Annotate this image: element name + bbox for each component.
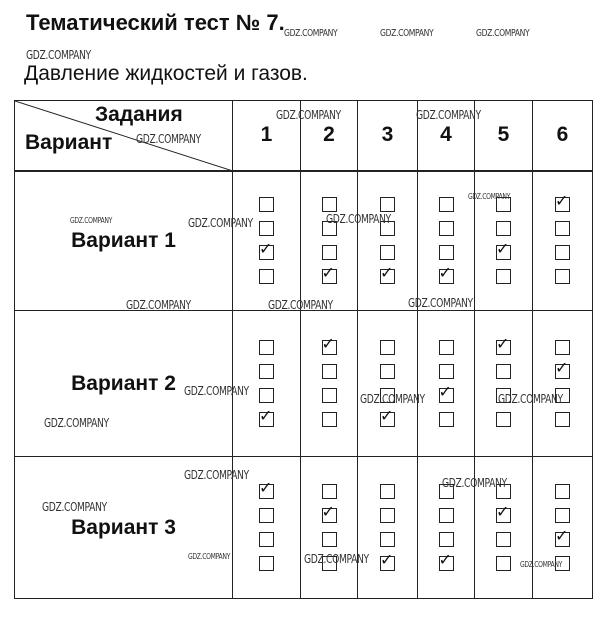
empty-checkbox[interactable] [555, 221, 570, 236]
test-title: Тематический тест № 7. [26, 10, 285, 35]
empty-checkbox[interactable] [380, 245, 395, 260]
empty-checkbox[interactable] [439, 245, 454, 260]
task-col-1: 1 [233, 101, 301, 171]
empty-checkbox[interactable] [259, 364, 274, 379]
watermark: GDZ.COMPANY [476, 28, 530, 39]
answer-cell [533, 311, 593, 457]
empty-checkbox[interactable] [496, 221, 511, 236]
checked-checkbox[interactable] [321, 334, 337, 355]
watermark: GDZ.COMPANY [284, 28, 338, 39]
check-icon: ✓ [259, 239, 273, 259]
empty-checkbox[interactable] [380, 484, 395, 499]
empty-checkbox[interactable] [496, 532, 511, 547]
empty-checkbox[interactable] [496, 412, 511, 427]
watermark: GDZ.COMPANY [304, 552, 369, 566]
empty-checkbox[interactable] [322, 412, 337, 427]
empty-checkbox[interactable] [259, 388, 274, 403]
watermark: GDZ.COMPANY [136, 132, 201, 146]
check-icon: ✓ [321, 263, 335, 283]
answer-cell [475, 311, 533, 457]
tasks-header: Задания [95, 103, 183, 126]
checked-checkbox[interactable] [380, 550, 395, 571]
empty-checkbox[interactable] [439, 532, 454, 547]
watermark: GDZ.COMPANY [70, 216, 112, 225]
checked-checkbox[interactable] [555, 191, 570, 212]
checked-checkbox[interactable] [555, 358, 570, 379]
variant-label: Вариант 1 [15, 171, 233, 311]
watermark: GDZ.COMPANY [276, 108, 341, 122]
answer-cell [418, 311, 475, 457]
check-icon: ✓ [259, 406, 273, 425]
empty-checkbox[interactable] [259, 532, 274, 547]
empty-checkbox[interactable] [322, 364, 337, 379]
empty-checkbox[interactable] [259, 340, 274, 355]
empty-checkbox[interactable] [555, 269, 570, 284]
watermark: GDZ.COMPANY [442, 476, 507, 490]
check-icon: ✓ [555, 358, 569, 377]
watermark: GDZ.COMPANY [268, 298, 333, 312]
answer-table [14, 100, 593, 599]
answer-cell [301, 171, 358, 311]
watermark: GDZ.COMPANY [468, 192, 510, 201]
check-icon: ✓ [496, 502, 510, 521]
check-icon: ✓ [496, 239, 510, 259]
checked-checkbox[interactable] [321, 263, 337, 284]
watermark: GDZ.COMPANY [380, 28, 434, 39]
empty-checkbox[interactable] [322, 484, 337, 499]
answer-cell [533, 171, 593, 311]
answer-cell [418, 171, 475, 311]
empty-checkbox[interactable] [555, 484, 570, 499]
empty-checkbox[interactable] [259, 508, 274, 523]
answer-cell [233, 171, 301, 311]
empty-checkbox[interactable] [259, 556, 274, 571]
empty-checkbox[interactable] [380, 197, 395, 212]
check-icon: ✓ [380, 550, 394, 569]
answer-cell [533, 457, 593, 599]
watermark: GDZ.COMPANY [520, 560, 562, 569]
empty-checkbox[interactable] [439, 340, 454, 355]
task-col-2: 2 [301, 101, 358, 171]
empty-checkbox[interactable] [439, 197, 454, 212]
empty-checkbox[interactable] [322, 245, 337, 260]
check-icon: ✓ [496, 334, 510, 353]
empty-checkbox[interactable] [322, 388, 337, 403]
check-icon: ✓ [438, 382, 452, 401]
check-icon: ✓ [555, 191, 569, 211]
empty-checkbox[interactable] [259, 269, 274, 284]
checked-checkbox[interactable] [259, 406, 274, 427]
check-icon: ✓ [380, 406, 394, 425]
checked-checkbox[interactable] [496, 502, 511, 523]
watermark: GDZ.COMPANY [408, 296, 473, 310]
watermark: GDZ.COMPANY [360, 392, 425, 406]
answer-cell [358, 457, 418, 599]
checked-checkbox[interactable] [321, 502, 337, 523]
answer-cell [301, 457, 358, 599]
empty-checkbox[interactable] [496, 269, 511, 284]
checked-checkbox[interactable] [496, 334, 511, 355]
checked-checkbox[interactable] [380, 406, 395, 427]
empty-checkbox[interactable] [439, 364, 454, 379]
watermark: GDZ.COMPANY [416, 108, 481, 122]
task-col-6: 6 [533, 101, 593, 171]
variant-row-2 [15, 311, 593, 457]
empty-checkbox[interactable] [555, 508, 570, 523]
empty-checkbox[interactable] [555, 412, 570, 427]
check-icon: ✓ [321, 502, 335, 521]
checked-checkbox[interactable] [259, 239, 274, 260]
checked-checkbox[interactable] [438, 550, 454, 571]
variant-label: Вариант 2 [15, 311, 233, 457]
watermark: GDZ.COMPANY [184, 384, 249, 398]
check-icon: ✓ [259, 478, 273, 497]
empty-checkbox[interactable] [380, 340, 395, 355]
task-col-5: 5 [475, 101, 533, 171]
watermark: GDZ.COMPANY [184, 468, 249, 482]
empty-checkbox[interactable] [380, 364, 395, 379]
empty-checkbox[interactable] [259, 197, 274, 212]
watermark: GDZ.COMPANY [188, 216, 253, 230]
checked-checkbox[interactable] [380, 263, 395, 284]
empty-checkbox[interactable] [555, 340, 570, 355]
empty-checkbox[interactable] [380, 508, 395, 523]
empty-checkbox[interactable] [496, 556, 511, 571]
watermark: GDZ.COMPANY [498, 392, 563, 406]
watermark: GDZ.COMPANY [44, 416, 109, 430]
watermark: GDZ.COMPANY [26, 48, 91, 62]
empty-checkbox[interactable] [380, 532, 395, 547]
checked-checkbox[interactable] [438, 263, 454, 284]
check-icon: ✓ [438, 550, 452, 569]
empty-checkbox[interactable] [555, 245, 570, 260]
answer-cell [358, 311, 418, 457]
empty-checkbox[interactable] [496, 364, 511, 379]
check-icon: ✓ [321, 334, 335, 353]
checked-checkbox[interactable] [259, 478, 274, 499]
task-col-3: 3 [358, 101, 418, 171]
empty-checkbox[interactable] [322, 532, 337, 547]
empty-checkbox[interactable] [439, 412, 454, 427]
task-col-4: 4 [418, 101, 475, 171]
empty-checkbox[interactable] [259, 221, 274, 236]
checked-checkbox[interactable] [438, 382, 454, 403]
answer-cell [301, 311, 358, 457]
watermark: GDZ.COMPANY [326, 212, 391, 226]
variant-label: Вариант 3 [15, 457, 233, 599]
watermark: GDZ.COMPANY [42, 500, 107, 514]
empty-checkbox[interactable] [439, 221, 454, 236]
watermark: GDZ.COMPANY [188, 552, 230, 561]
variant-header: Вариант [25, 131, 113, 154]
empty-checkbox[interactable] [322, 197, 337, 212]
check-icon: ✓ [380, 263, 394, 283]
checked-checkbox[interactable] [496, 239, 511, 260]
watermark: GDZ.COMPANY [126, 298, 191, 312]
checked-checkbox[interactable] [555, 526, 570, 547]
check-icon: ✓ [555, 526, 569, 545]
test-subtitle: Давление жидкостей и газов. [24, 62, 308, 85]
empty-checkbox[interactable] [439, 508, 454, 523]
answer-cell [358, 171, 418, 311]
check-icon: ✓ [438, 263, 452, 283]
